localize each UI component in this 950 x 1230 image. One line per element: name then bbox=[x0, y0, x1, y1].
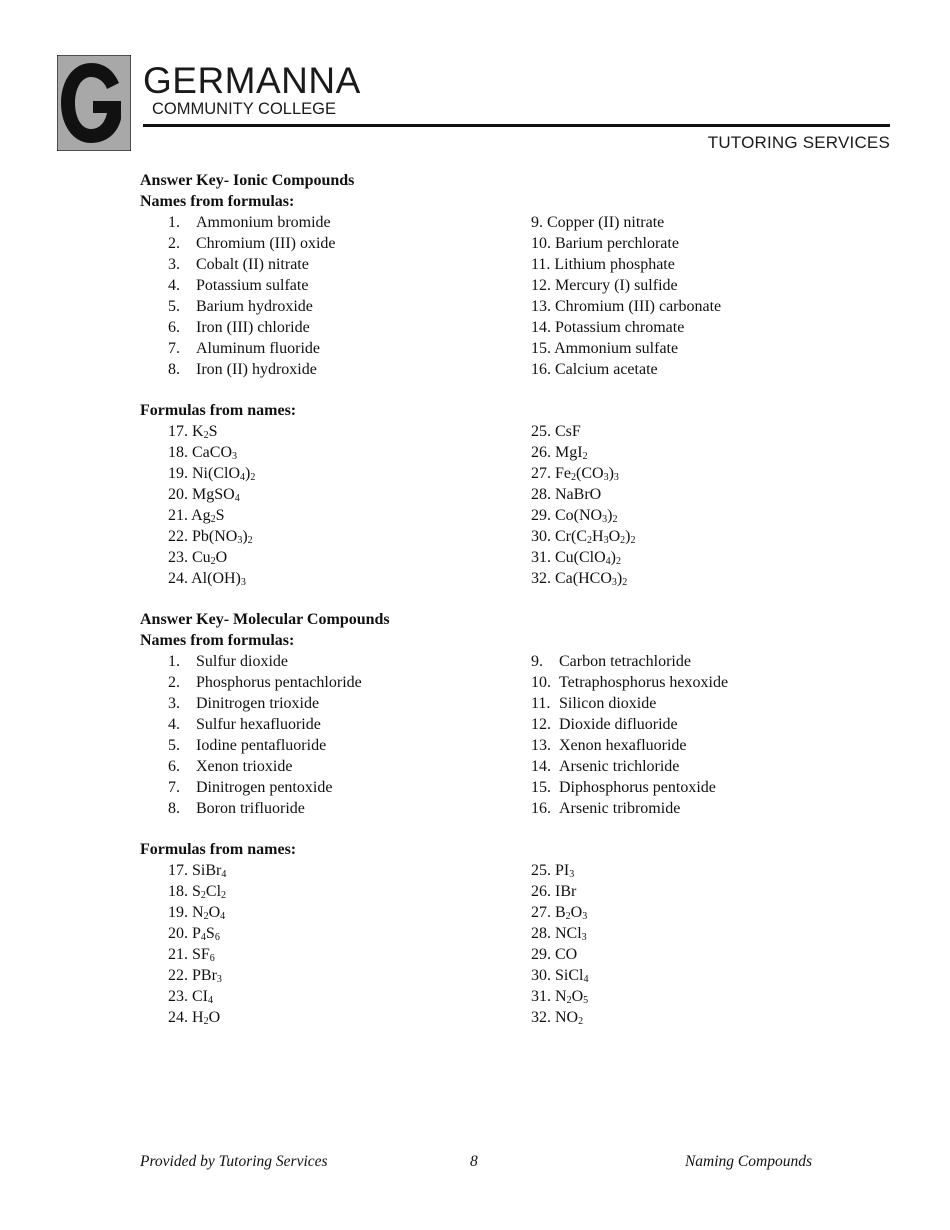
molecular-formulas-heading: Formulas from names: bbox=[140, 841, 297, 858]
list-item: 24. $H_2O$ bbox=[168, 1009, 221, 1027]
list-item bbox=[531, 672, 860, 693]
item-number: 10. bbox=[531, 674, 551, 691]
item-number: 13. bbox=[531, 737, 551, 754]
list-item bbox=[531, 777, 860, 798]
list-item bbox=[168, 254, 531, 275]
item-number: 4. bbox=[168, 716, 180, 733]
list-item: 23. $Cu_2O$ bbox=[168, 549, 228, 567]
list-item bbox=[168, 798, 531, 819]
list-item bbox=[168, 735, 531, 756]
list-item: 14. Potassium chromate bbox=[531, 319, 685, 336]
list-item bbox=[531, 714, 860, 735]
ionic-names-heading: Names from formulas: bbox=[140, 193, 295, 210]
ionic-formulas-list bbox=[140, 421, 860, 589]
list-item: 29. $Co(NO_3)_2$ bbox=[531, 507, 618, 525]
item-text: Iron (II) hydroxide bbox=[196, 361, 317, 378]
item-number: 8. bbox=[168, 800, 180, 817]
item-text: Carbon tetrachloride bbox=[559, 653, 691, 670]
list-item: 26. IBr bbox=[531, 883, 577, 900]
footer-page-number: 8 bbox=[470, 1153, 478, 1170]
list-item: 25. $PI_3$ bbox=[531, 862, 575, 880]
logo-letter: G bbox=[97, 129, 105, 140]
college-subtitle: COMMUNITY COLLEGE bbox=[152, 100, 336, 118]
item-text: Silicon dioxide bbox=[559, 695, 657, 712]
list-item: 32. $Ca(HCO_3)_2$ bbox=[531, 570, 628, 588]
list-item bbox=[168, 672, 531, 693]
list-item: 9. Copper (II) nitrate bbox=[531, 214, 665, 231]
list-item: 30. $Cr(C_2H_3O_2)_2$ bbox=[531, 528, 636, 546]
item-text: Potassium sulfate bbox=[196, 277, 309, 294]
list-item bbox=[168, 359, 531, 380]
list-item bbox=[168, 233, 531, 254]
item-text: Iodine pentafluoride bbox=[196, 737, 327, 754]
item-number: 14. bbox=[531, 758, 551, 775]
item-text: Tetraphosphorus hexoxide bbox=[559, 674, 729, 691]
ionic-names-right-column bbox=[531, 212, 860, 380]
list-item bbox=[531, 756, 860, 777]
item-number: 15. bbox=[531, 779, 551, 796]
list-item: 16. Calcium acetate bbox=[531, 361, 658, 378]
molecular-formulas-left-column bbox=[140, 860, 531, 1028]
list-item: 12. Mercury (I) sulfide bbox=[531, 277, 678, 294]
ionic-names-list bbox=[140, 212, 860, 380]
list-item: 25. CsF bbox=[531, 423, 581, 440]
list-item bbox=[168, 296, 531, 317]
item-number: 12. bbox=[531, 716, 551, 733]
list-item: 18. $S_2Cl_2$ bbox=[168, 883, 227, 901]
list-item bbox=[168, 212, 531, 233]
list-item: 31. $N_2O_5$ bbox=[531, 988, 589, 1006]
list-item: 26. MgI$_2$ bbox=[531, 444, 588, 462]
item-number: 7. bbox=[168, 340, 180, 357]
list-item: 28. NaBrO bbox=[531, 486, 602, 503]
molecular-names-heading: Names from formulas: bbox=[140, 632, 295, 649]
molecular-formulas-list bbox=[140, 860, 860, 1028]
item-text: Barium hydroxide bbox=[196, 298, 313, 315]
list-item: 27. $Fe_2(CO_3)_3$ bbox=[531, 465, 619, 483]
molecular-formulas-right-column bbox=[531, 860, 860, 1028]
list-item: 22. $Pb(NO_3)_2$ bbox=[168, 528, 253, 546]
list-item bbox=[531, 651, 860, 672]
molecular-names-list bbox=[140, 651, 860, 819]
item-number: 9. bbox=[531, 653, 543, 670]
item-text: Aluminum fluoride bbox=[196, 340, 320, 357]
list-item bbox=[531, 693, 860, 714]
list-item bbox=[168, 756, 531, 777]
list-item bbox=[168, 714, 531, 735]
item-text: Sulfur dioxide bbox=[196, 653, 288, 670]
item-number: 1. bbox=[168, 653, 180, 670]
ionic-formulas-left-column bbox=[140, 421, 531, 589]
department-name: TUTORING SERVICES bbox=[707, 133, 890, 152]
item-number: 1. bbox=[168, 214, 180, 231]
list-item: 18. CaCO$_3$ bbox=[168, 444, 237, 462]
list-item bbox=[168, 317, 531, 338]
molecular-title: Answer Key- Molecular Compounds bbox=[140, 611, 390, 628]
list-item: 32. $NO_2$ bbox=[531, 1009, 584, 1027]
list-item: 15. Ammonium sulfate bbox=[531, 340, 679, 357]
item-text: Iron (III) chloride bbox=[196, 319, 310, 336]
header-rule bbox=[143, 124, 890, 127]
item-text: Diphosphorus pentoxide bbox=[559, 779, 716, 796]
item-text: Arsenic trichloride bbox=[559, 758, 680, 775]
list-item bbox=[168, 651, 531, 672]
list-item: 10. Barium perchlorate bbox=[531, 235, 679, 252]
item-number: 3. bbox=[168, 256, 180, 273]
footer-topic: Naming Compounds bbox=[684, 1153, 812, 1170]
ionic-title: Answer Key- Ionic Compounds bbox=[140, 172, 355, 189]
list-item: 31. $Cu(ClO_4)_2$ bbox=[531, 549, 621, 567]
list-item: 13. Chromium (III) carbonate bbox=[531, 298, 722, 315]
item-text: Phosphorus pentachloride bbox=[196, 674, 362, 691]
item-number: 16. bbox=[531, 800, 551, 817]
list-item bbox=[168, 693, 531, 714]
list-item: 20. MgSO$_4$ bbox=[168, 486, 240, 504]
item-number: 6. bbox=[168, 319, 180, 336]
item-text: Chromium (III) oxide bbox=[196, 235, 336, 252]
list-item: 21. $SF_6$ bbox=[168, 946, 215, 964]
list-item: 30. SiCl$_4$ bbox=[531, 967, 589, 985]
list-item bbox=[168, 777, 531, 798]
item-number: 7. bbox=[168, 779, 180, 796]
item-number: 3. bbox=[168, 695, 180, 712]
item-text: Ammonium bromide bbox=[196, 214, 331, 231]
list-item: 17. $K_2S$ bbox=[168, 423, 218, 441]
item-number: 8. bbox=[168, 361, 180, 378]
list-item: 28. NCl$_3$ bbox=[531, 925, 587, 943]
list-item: 23. $CI_4$ bbox=[168, 988, 213, 1006]
list-item: 21. $Ag_2S$ bbox=[168, 507, 225, 525]
item-number: 5. bbox=[168, 737, 180, 754]
item-text: Dioxide difluoride bbox=[559, 716, 678, 733]
molecular-names-left-column bbox=[140, 651, 531, 819]
item-number: 2. bbox=[168, 235, 180, 252]
list-item: 11. Lithium phosphate bbox=[531, 256, 675, 273]
ionic-names-left-column bbox=[140, 212, 531, 380]
item-number: 5. bbox=[168, 298, 180, 315]
item-number: 4. bbox=[168, 277, 180, 294]
list-item: 17. SiBr$_4$ bbox=[168, 862, 227, 880]
college-name: GERMANNA bbox=[143, 60, 361, 101]
item-number: 6. bbox=[168, 758, 180, 775]
ionic-formulas-heading: Formulas from names: bbox=[140, 402, 297, 419]
list-item bbox=[168, 275, 531, 296]
ionic-formulas-right-column bbox=[531, 421, 860, 589]
item-text: Dinitrogen trioxide bbox=[196, 695, 320, 712]
molecular-names-right-column bbox=[531, 651, 860, 819]
list-item: 22. PBr$_3$ bbox=[168, 967, 222, 985]
list-item bbox=[168, 338, 531, 359]
list-item bbox=[531, 798, 860, 819]
list-item: 24. $Al(OH)_3$ bbox=[168, 570, 246, 588]
item-number: 11. bbox=[531, 695, 551, 712]
item-text: Dinitrogen pentoxide bbox=[196, 779, 333, 796]
item-text: Xenon hexafluoride bbox=[559, 737, 687, 754]
item-text: Arsenic tribromide bbox=[559, 800, 681, 817]
item-text: Xenon trioxide bbox=[196, 758, 293, 775]
item-text: Boron trifluoride bbox=[196, 800, 305, 817]
footer-provider: Provided by Tutoring Services bbox=[140, 1153, 328, 1170]
item-text: Sulfur hexafluoride bbox=[196, 716, 321, 733]
item-text: Cobalt (II) nitrate bbox=[196, 256, 309, 273]
list-item: 27. $B_2O_3$ bbox=[531, 904, 588, 922]
list-item: 19. $N_2O_4$ bbox=[168, 904, 226, 922]
list-item: 20. $P_4S_6$ bbox=[168, 925, 220, 943]
list-item bbox=[531, 735, 860, 756]
item-number: 2. bbox=[168, 674, 180, 691]
list-item: 29. CO bbox=[531, 946, 578, 963]
college-logo bbox=[57, 55, 131, 151]
answer-key-content bbox=[140, 170, 860, 1028]
list-item: 19. $Ni(ClO_4)_2$ bbox=[168, 465, 256, 483]
